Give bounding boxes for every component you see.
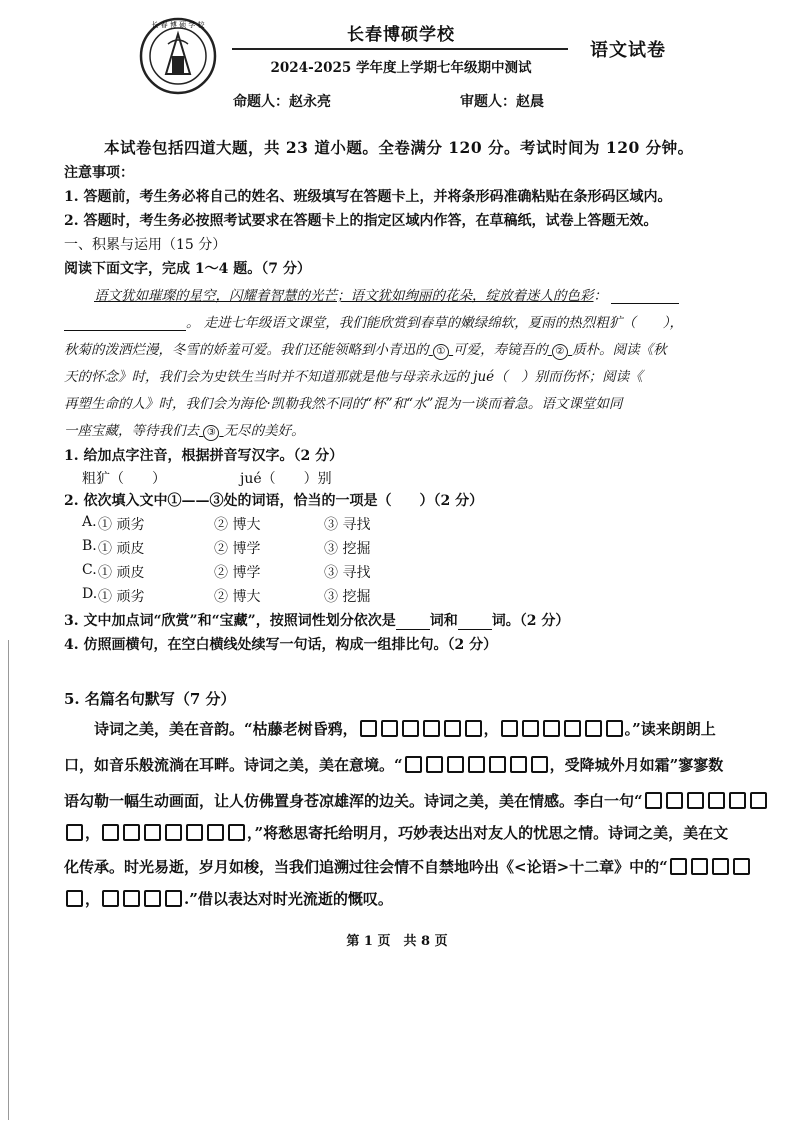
- q5-line-1: 诗词之美，美在音韵。“枯藤老树昏鸦， ， 。”读来朗朗上: [94, 720, 716, 738]
- exam-title: 2024-2025 学年度上学期七年级期中测试: [270, 60, 532, 76]
- answer-boxes: [64, 824, 85, 842]
- school-name: 长春博硕学校: [347, 25, 455, 45]
- question-1: 1. 给加点字注音，根据拼音写汉字。（2 分）: [64, 448, 344, 464]
- answer-box[interactable]: [186, 824, 203, 841]
- answer-box[interactable]: [144, 890, 161, 907]
- answer-box[interactable]: [564, 720, 581, 737]
- passage-line-3: 秋菊的泼洒烂漫，冬雪的娇羞可爱。我们还能领略到小青迅的 ① 可爱，寿镜吾的 ② 质朴。阅读《秋: [64, 342, 667, 358]
- q5-line-3: 语勾勒一幅生动画面，让人仿佛置身苍凉雄浑的边关。诗词之美，美在情感。李白一句“: [64, 790, 764, 811]
- answer-box[interactable]: [144, 824, 161, 841]
- underlined-sentence: 语文犹如璀璨的星空，闪耀着智慧的光芒；语文犹如绚丽的花朵，绽放着迷人的色彩: [94, 288, 594, 304]
- answer-box[interactable]: [102, 890, 119, 907]
- answer-box[interactable]: [426, 756, 443, 773]
- q2-option-word: ② 博大: [214, 517, 261, 533]
- passage-line-6: 一座宝藏，等待我们去 ③ 无尽的美好。: [64, 423, 305, 439]
- answer-box[interactable]: [66, 890, 83, 907]
- answer-box[interactable]: [666, 792, 683, 809]
- section-title: 一、积累与运用（15 分）: [64, 237, 227, 253]
- author-line: 命题人：赵永亮: [233, 94, 331, 110]
- answer-box[interactable]: [691, 858, 708, 875]
- answer-box[interactable]: [465, 720, 482, 737]
- answer-box[interactable]: [360, 720, 377, 737]
- answer-box[interactable]: [66, 824, 83, 841]
- answer-boxes: [100, 890, 184, 908]
- answer-box[interactable]: [606, 720, 623, 737]
- answer-box[interactable]: [708, 792, 725, 809]
- q2-option-letter[interactable]: A.: [82, 514, 97, 530]
- school-seal-logo: [138, 16, 218, 96]
- answer-box[interactable]: [123, 824, 140, 841]
- question-5-title: 5. 名篇名句默写（7 分）: [64, 690, 236, 708]
- q5-line-6: ， .”借以表达对时光流逝的慨叹。: [64, 888, 764, 909]
- answer-box[interactable]: [729, 792, 746, 809]
- answer-boxes: [643, 792, 769, 810]
- answer-box[interactable]: [381, 720, 398, 737]
- answer-box[interactable]: [423, 720, 440, 737]
- note-2: 2. 答题时，考生务必按照考试要求在答题卡上的指定区域内作答，在草稿纸，试卷上答题无效。: [64, 213, 658, 229]
- question-3: 3. 文中加点词“欣赏”和“宝藏”，按照词性划分依次是 词和 词。（2 分）: [64, 613, 570, 629]
- q2-option-word: ② 博学: [214, 565, 261, 581]
- answer-box[interactable]: [687, 792, 704, 809]
- answer-box[interactable]: [165, 890, 182, 907]
- answer-box[interactable]: [447, 756, 464, 773]
- q2-option-word: ③ 寻找: [324, 517, 371, 533]
- header-divider: [232, 48, 568, 50]
- q2-option-letter[interactable]: C.: [82, 562, 97, 578]
- answer-box[interactable]: [207, 824, 224, 841]
- marker-1: ①: [433, 344, 449, 360]
- answer-box[interactable]: [165, 824, 182, 841]
- answer-blank[interactable]: [396, 615, 430, 630]
- marker-3: ③: [203, 425, 219, 441]
- question-4: 4. 仿照画横句，在空白横线处续写一句话，构成一组排比句。（2 分）: [64, 637, 498, 653]
- page-footer: 第 1 页 共 8 页: [346, 934, 448, 949]
- answer-box[interactable]: [531, 756, 548, 773]
- q2-option-word: ② 博大: [214, 589, 261, 605]
- passage-line-4: 天的怀念》时，我们会为史铁生当时并不知道那就是他与母亲永远的 jué（ ）别而伤怀；阅读《: [64, 369, 643, 385]
- answer-box[interactable]: [750, 792, 767, 809]
- answer-box[interactable]: [228, 824, 245, 841]
- q2-option-letter[interactable]: D.: [82, 586, 98, 602]
- q5-line-4: ， ，”将愁思寄托给明月，巧妙表达出对友人的忧思之情。诗词之美，美在文: [64, 822, 764, 843]
- passage-line-1: 语文犹如璀璨的星空，闪耀着智慧的光芒；语文犹如绚丽的花朵，绽放着迷人的色彩：: [94, 284, 679, 304]
- notes-heading: 注意事项：: [64, 165, 134, 181]
- q1-blank-b[interactable]: jué（ ）别: [240, 471, 332, 487]
- margin-line: [8, 640, 9, 1120]
- answer-boxes: [100, 824, 247, 842]
- note-1: 1. 答题前，考生务必将自己的姓名、班级填写在答题卡上，并将条形码准确粘贴在条形码区域内。: [64, 189, 672, 205]
- answer-box[interactable]: [489, 756, 506, 773]
- answer-box[interactable]: [712, 858, 729, 875]
- answer-box[interactable]: [522, 720, 539, 737]
- q2-option-letter[interactable]: B.: [82, 538, 97, 554]
- answer-box[interactable]: [123, 890, 140, 907]
- answer-box[interactable]: [645, 792, 662, 809]
- exam-intro: 本试卷包括四道大题，共 23 道小题。全卷满分 120 分。考试时间为 120 分钟。: [104, 138, 694, 157]
- answer-box[interactable]: [733, 858, 750, 875]
- answer-boxes: [668, 858, 752, 876]
- answer-box[interactable]: [510, 756, 527, 773]
- passage-line-5: 再塑生命的人》时，我们会为海伦·凯勒我然不同的“杯”和“水”混为一谈而着急。语文课堂如同: [64, 396, 623, 412]
- answer-boxes: [358, 720, 484, 738]
- answer-boxes: [499, 720, 625, 738]
- reviewer-line: 审题人：赵晨: [460, 94, 544, 110]
- answer-boxes: [64, 890, 85, 908]
- subject-title: 语文试卷: [590, 40, 666, 61]
- answer-blank[interactable]: [611, 289, 679, 304]
- svg-text:长 春 博 硕 学 校: 长 春 博 硕 学 校: [151, 21, 205, 29]
- question-2: 2. 依次填入文中①——③处的词语，恰当的一项是（ ）（2 分）: [64, 493, 484, 509]
- q2-option-word: ① 顽皮: [98, 541, 145, 557]
- answer-box[interactable]: [468, 756, 485, 773]
- passage-line-2: 。 走进七年级语文课堂，我们能欣赏到春草的嫩绿绵软，夏雨的热烈粗犷（ ），: [64, 311, 683, 331]
- q2-option-word: ③ 挖掘: [324, 541, 371, 557]
- answer-box[interactable]: [402, 720, 419, 737]
- answer-blank[interactable]: [458, 615, 492, 630]
- q2-option-word: ③ 挖掘: [324, 589, 371, 605]
- answer-blank[interactable]: [64, 316, 186, 331]
- q2-option-word: ③ 寻找: [324, 565, 371, 581]
- answer-box[interactable]: [102, 824, 119, 841]
- q2-option-word: ① 顽劣: [98, 517, 145, 533]
- answer-box[interactable]: [405, 756, 422, 773]
- marker-2: ②: [552, 344, 568, 360]
- q2-option-word: ① 顽劣: [98, 589, 145, 605]
- answer-boxes: [403, 756, 550, 774]
- q2-option-word: ② 博学: [214, 541, 261, 557]
- q5-line-5: 化传承。时光易逝，岁月如梭，当我们追溯过往会情不自禁地吟出《<论语>十二章》中的“: [64, 856, 764, 877]
- q5-line-2: 口，如音乐般流淌在耳畔。诗词之美，美在意境。“ ，受降城外月如霜”寥寥数: [64, 756, 724, 774]
- answer-box[interactable]: [585, 720, 602, 737]
- q1-blank-a[interactable]: 粗犷（ ）: [82, 471, 166, 487]
- reading-prompt: 阅读下面文字，完成 1～4 题。（7 分）: [64, 261, 311, 277]
- answer-box[interactable]: [670, 858, 687, 875]
- answer-box[interactable]: [543, 720, 560, 737]
- answer-box[interactable]: [501, 720, 518, 737]
- answer-box[interactable]: [444, 720, 461, 737]
- q2-option-word: ① 顽皮: [98, 565, 145, 581]
